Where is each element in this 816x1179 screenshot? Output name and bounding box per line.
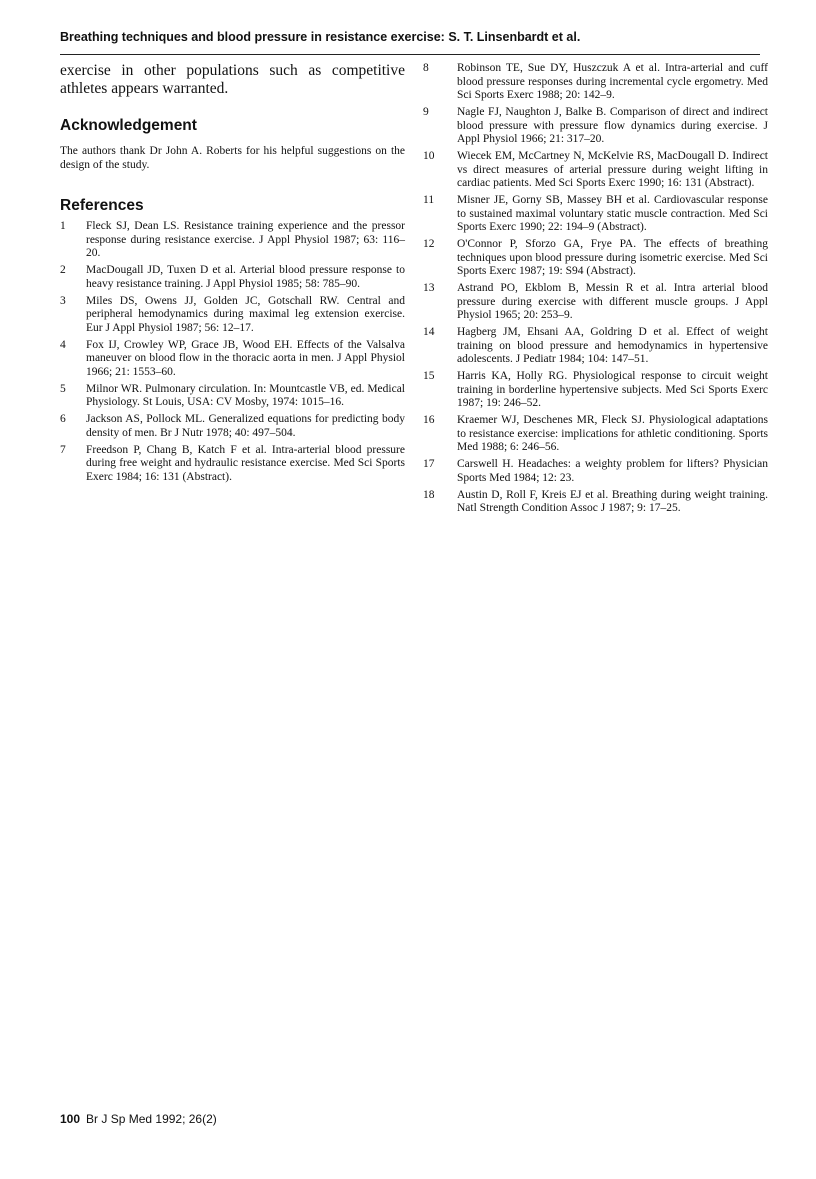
reference-number: 4 xyxy=(60,338,66,351)
reference-item xyxy=(423,489,768,516)
reference-item xyxy=(60,220,405,261)
reference-text: MacDougall JD, Tuxen D et al. Arterial blood pressure response to heavy resistance training. J Appl Physiol 1985; 58: 785–90. xyxy=(86,264,405,290)
reference-text: Kraemer WJ, Deschenes MR, Fleck SJ. Physiological adaptations to resistance exercise: implications for athletic conditioning. Sports Med 1988; 6: 246–56. xyxy=(457,414,768,453)
header-rule xyxy=(60,54,760,55)
reference-number: 5 xyxy=(60,382,66,395)
reference-number: 10 xyxy=(423,150,435,162)
reference-number: 3 xyxy=(60,294,66,307)
reference-number: 9 xyxy=(423,106,429,118)
left-column xyxy=(60,62,405,488)
running-head: Breathing techniques and blood pressure in resistance exercise: S. T. Linsenbardt et al. xyxy=(60,30,581,44)
reference-item xyxy=(423,370,768,411)
reference-item xyxy=(423,194,768,235)
reference-number: 7 xyxy=(60,443,66,456)
reference-list-right xyxy=(423,62,768,516)
reference-item xyxy=(423,238,768,279)
reference-number: 17 xyxy=(423,458,435,470)
reference-item xyxy=(60,264,405,291)
reference-item xyxy=(60,413,405,440)
reference-text: Freedson P, Chang B, Katch F et al. Intra-arterial blood pressure during free weight and hydraulic resistance exercise. Med Sci Sports Exerc 1984; 16: 131 (Abstract). xyxy=(86,443,405,483)
reference-text: Misner JE, Gorny SB, Massey BH et al. Cardiovascular response to sustained maximal voluntary static muscle contraction. Med Sci Sports Exerc 1990; 22: 194–9 (Abstract). xyxy=(457,194,768,233)
reference-number: 18 xyxy=(423,488,435,501)
intro-paragraph: exercise in other populations such as competitive athletes appears warranted. xyxy=(60,62,405,97)
reference-item xyxy=(423,282,768,323)
reference-item xyxy=(60,339,405,380)
reference-item xyxy=(423,150,768,191)
reference-number: 11 xyxy=(423,194,435,206)
reference-text: Austin D, Roll F, Kreis EJ et al. Breathing during weight training. Natl Strength Condition Assoc J 1987; 9: 17–25. xyxy=(457,488,768,514)
reference-number: 8 xyxy=(423,62,429,74)
journal-citation: Br J Sp Med 1992; 26(2) xyxy=(86,1112,217,1126)
acknowledgement-heading: Acknowledgement xyxy=(60,117,197,134)
reference-text: Miles DS, Owens JJ, Golden JC, Gotschall RW. Central and peripheral hemodynamics during maximal leg extension exercise. Eur J Appl Physiol 1987; 56: 12–17. xyxy=(86,294,405,334)
reference-number: 2 xyxy=(60,264,66,276)
reference-list-left xyxy=(60,220,405,484)
reference-text: Fleck SJ, Dean LS. Resistance training experience and the pressor response during resistance exercise. J Appl Physiol 1987; 63: 116–20. xyxy=(86,220,405,259)
reference-number: 6 xyxy=(60,413,66,425)
reference-item xyxy=(60,383,405,410)
reference-item xyxy=(60,295,405,336)
reference-text: Harris KA, Holly RG. Physiological response to circuit weight training in borderline hypertensive subjects. Med Sci Sports Exerc 1987; 19: 246–52. xyxy=(457,370,768,409)
reference-text: Robinson TE, Sue DY, Huszczuk A et al. Intra-arterial and cuff blood pressure responses during incremental cycle ergometry. Med Sci Sports Exerc 1988; 20: 142–9. xyxy=(457,62,768,101)
acknowledgement-text: The authors thank Dr John A. Roberts for his helpful suggestions on the design of the study. xyxy=(60,145,405,171)
reference-item xyxy=(423,458,768,485)
reference-number: 12 xyxy=(423,238,435,250)
reference-item xyxy=(423,106,768,147)
reference-text: Wiecek EM, McCartney N, McKelvie RS, MacDougall D. Indirect vs direct measures of arterial pressure during weight lifting in cardiac patients. Med Sci Sports Exerc 1990; 16: 131 (Abstract). xyxy=(457,150,768,189)
reference-text: Hagberg JM, Ehsani AA, Goldring D et al. Effect of weight training on blood pressure and hemodynamics in hypertensive adolescents. J Pediatr 1984; 104: 147–51. xyxy=(457,326,768,365)
reference-text: Jackson AS, Pollock ML. Generalized equations for predicting body density of men. Br J Nutr 1978; 40: 497–504. xyxy=(86,413,405,439)
page-number: 100 xyxy=(60,1112,81,1126)
reference-text: Carswell H. Headaches: a weighty problem for lifters? Physician Sports Med 1984; 12: 23. xyxy=(457,458,768,484)
page-footer xyxy=(60,1112,217,1126)
reference-number: 13 xyxy=(423,282,435,294)
reference-text: O'Connor P, Sforzo GA, Frye PA. The effects of breathing techniques upon blood pressure during isometric exercise. Med Sci Sports Exerc 1987; 19: S94 (Abstract). xyxy=(457,238,768,277)
reference-item xyxy=(423,326,768,367)
reference-number: 14 xyxy=(423,326,435,338)
reference-text: Fox IJ, Crowley WP, Grace JB, Wood EH. Effects of the Valsalva maneuver on blood flow in the thoracic aorta in men. J Appl Physiol 1966; 21: 1553–60. xyxy=(86,338,405,378)
reference-number: 1 xyxy=(60,220,66,232)
references-heading: References xyxy=(60,197,144,214)
reference-item xyxy=(423,62,768,103)
reference-item xyxy=(60,444,405,485)
reference-number: 16 xyxy=(423,414,435,426)
reference-text: Astrand PO, Ekblom B, Messin R et al. Intra arterial blood pressure during exercise with different muscle groups. J Appl Physiol 1965; 20: 253–9. xyxy=(457,282,768,321)
reference-text: Milnor WR. Pulmonary circulation. In: Mountcastle VB, ed. Medical Physiology. St Louis, USA: CV Mosby, 1974: 1015–16. xyxy=(86,382,405,408)
reference-text: Nagle FJ, Naughton J, Balke B. Comparison of direct and indirect blood pressure with pressure flow dynamics during exercise. J Appl Physiol 1966; 21: 317–20. xyxy=(457,106,768,145)
reference-number: 15 xyxy=(423,370,435,382)
right-column xyxy=(423,62,768,519)
reference-item xyxy=(423,414,768,455)
